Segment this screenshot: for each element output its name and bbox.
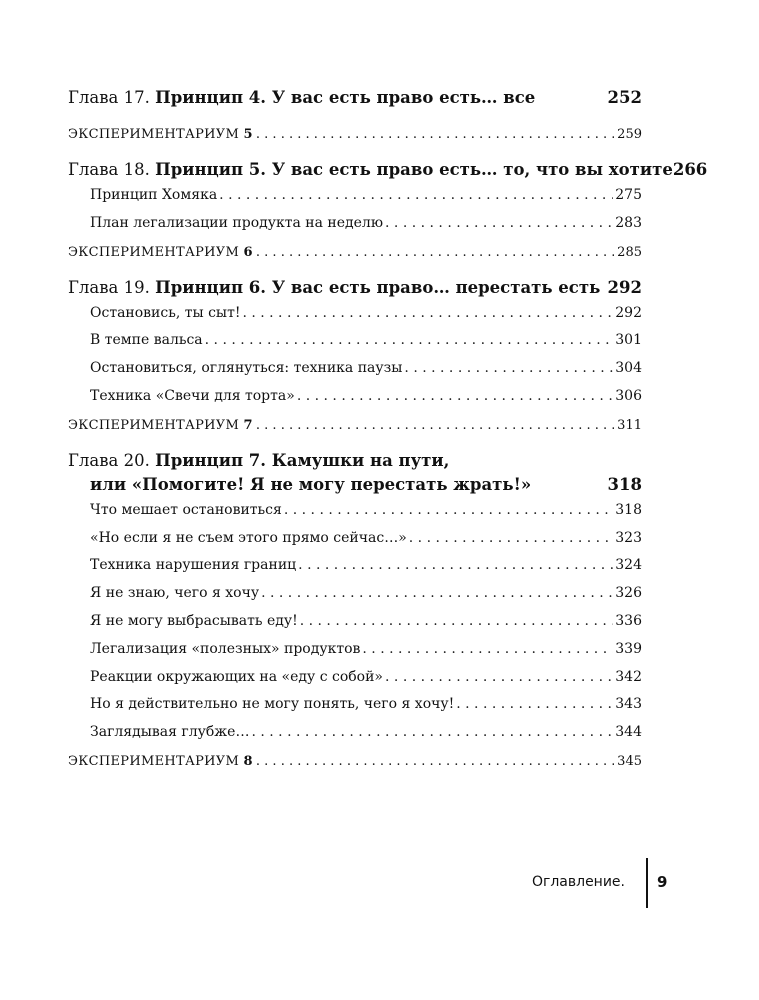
entry-page: 339 xyxy=(615,640,642,657)
dot-leader xyxy=(298,552,613,580)
dot-leader xyxy=(385,664,613,692)
experimentarium-entry[interactable] xyxy=(68,122,642,148)
entry-title: Техника нарушения границ xyxy=(90,557,297,574)
chapter-page: 252 xyxy=(607,88,642,107)
entry-page: 318 xyxy=(615,501,642,518)
experimentarium-entry[interactable] xyxy=(68,240,642,266)
dot-leader xyxy=(205,327,614,355)
chapter-title: Принцип 6. У вас есть право… перестать есть xyxy=(155,277,601,297)
experimentarium-label: ЭКСПЕРИМЕНТАРИУМ xyxy=(68,753,240,769)
chapter-label: Глава 17. xyxy=(68,88,150,107)
entry-title: «Но если я не съем этого прямо сейчас…» xyxy=(90,529,407,546)
experimentarium-number: 7 xyxy=(243,417,253,433)
dot-leader xyxy=(256,240,614,266)
entry-page: 336 xyxy=(615,612,642,629)
toc-entry[interactable] xyxy=(68,691,642,719)
chapter-heading-line2[interactable] xyxy=(68,473,642,497)
entry-title: Но я действительно не могу понять, чего я хочу! xyxy=(90,696,455,713)
toc-entry[interactable] xyxy=(68,580,642,608)
entry-page: 285 xyxy=(617,244,642,260)
toc-entry[interactable] xyxy=(68,210,642,238)
toc-entry[interactable] xyxy=(68,525,642,553)
experimentarium-number: 8 xyxy=(243,753,253,769)
chapter-heading[interactable] xyxy=(68,276,642,300)
chapter-heading[interactable] xyxy=(68,158,708,182)
chapter-label: Глава 19. xyxy=(68,277,150,297)
entry-page: 259 xyxy=(617,127,642,142)
entry-page: 342 xyxy=(615,668,642,685)
entry-title: Я не знаю, чего я хочу xyxy=(90,585,260,602)
entry-page: 345 xyxy=(617,753,642,769)
entry-page: 292 xyxy=(615,304,642,321)
entry-title: Техника «Свечи для торта» xyxy=(90,387,295,404)
toc-entry[interactable] xyxy=(68,355,642,383)
chapter-title: Принцип 5. У вас есть право есть… то, что вы хотите xyxy=(155,160,673,179)
chapter-title-line2: или «Помогите! Я не могу перестать жрать!» xyxy=(90,474,532,494)
toc-entry[interactable] xyxy=(68,383,642,411)
dot-leader xyxy=(256,122,614,148)
dot-leader xyxy=(362,636,613,664)
experimentarium-number: 5 xyxy=(243,127,253,142)
entry-page: 283 xyxy=(615,214,642,231)
chapter-page: 266 xyxy=(672,160,708,179)
entry-title: Легализация «полезных» продуктов xyxy=(90,640,361,657)
entry-title: Я не могу выбрасывать еду! xyxy=(90,612,298,629)
dot-leader xyxy=(242,300,613,328)
chapter-heading[interactable] xyxy=(68,86,642,110)
toc-entry[interactable] xyxy=(68,719,642,747)
chapter-19 xyxy=(68,276,642,439)
entry-page: 304 xyxy=(615,360,642,377)
toc-entry[interactable] xyxy=(68,664,642,692)
dot-leader xyxy=(409,525,614,553)
entry-page: 323 xyxy=(615,529,642,546)
entry-page: 324 xyxy=(615,557,642,574)
entry-page: 343 xyxy=(615,696,642,713)
chapter-18 xyxy=(68,158,708,266)
entry-title: Остановись, ты сыт! xyxy=(90,304,241,321)
chapter-label: Глава 20. xyxy=(68,450,150,470)
table-of-contents xyxy=(68,86,708,785)
dot-leader xyxy=(297,383,613,411)
toc-entry[interactable] xyxy=(68,300,642,328)
footer-divider xyxy=(646,858,648,908)
entry-page: 344 xyxy=(615,724,642,741)
chapter-title: Принцип 4. У вас есть право есть… все xyxy=(155,88,536,107)
chapter-page: 318 xyxy=(607,474,642,494)
dot-leader xyxy=(261,580,613,608)
toc-entry[interactable] xyxy=(68,182,642,210)
entry-page: 301 xyxy=(615,332,642,349)
dot-leader xyxy=(404,355,613,383)
chapter-label: Глава 18. xyxy=(68,160,150,179)
entry-title: Что мешает остановиться xyxy=(90,501,282,518)
dot-leader xyxy=(300,608,614,636)
chapter-17 xyxy=(68,86,642,148)
dot-leader xyxy=(251,719,613,747)
chapter-20 xyxy=(68,449,642,775)
entry-title: В темпе вальса xyxy=(90,332,203,349)
toc-entry[interactable] xyxy=(68,608,642,636)
page-number: 9 xyxy=(657,873,668,891)
experimentarium-label: ЭКСПЕРИМЕНТАРИУМ xyxy=(68,127,240,142)
toc-entry[interactable] xyxy=(68,497,642,525)
toc-entry[interactable] xyxy=(68,636,642,664)
entry-page: 311 xyxy=(617,417,642,433)
experimentarium-entry[interactable] xyxy=(68,413,642,439)
entry-page: 326 xyxy=(615,585,642,602)
experimentarium-number: 6 xyxy=(243,244,253,260)
entry-title: Реакции окружающих на «еду с собой» xyxy=(90,668,384,685)
dot-leader xyxy=(456,691,613,719)
entry-page: 275 xyxy=(615,187,642,203)
chapter-heading[interactable] xyxy=(68,449,642,473)
dot-leader xyxy=(219,182,613,210)
experimentarium-label: ЭКСПЕРИМЕНТАРИУМ xyxy=(68,244,240,260)
experimentarium-entry[interactable] xyxy=(68,749,642,775)
entry-title: Принцип Хомяка xyxy=(90,187,218,203)
entry-title: План легализации продукта на неделю xyxy=(90,214,384,231)
experimentarium-label: ЭКСПЕРИМЕНТАРИУМ xyxy=(68,417,240,433)
entry-page: 306 xyxy=(615,387,642,404)
entry-title: Остановиться, оглянуться: техника паузы xyxy=(90,360,403,377)
toc-entry[interactable] xyxy=(68,552,642,580)
dot-leader xyxy=(284,497,613,525)
dot-leader xyxy=(385,210,613,238)
chapter-page: 292 xyxy=(607,277,642,297)
running-footer-label: Оглавление. xyxy=(531,874,625,890)
page-footer xyxy=(520,858,680,908)
entry-title: Заглядывая глубже… xyxy=(90,724,250,741)
dot-leader xyxy=(256,413,614,439)
toc-entry[interactable] xyxy=(68,327,642,355)
dot-leader xyxy=(256,749,614,775)
chapter-title: Принцип 7. Камушки на пути, xyxy=(155,450,450,470)
